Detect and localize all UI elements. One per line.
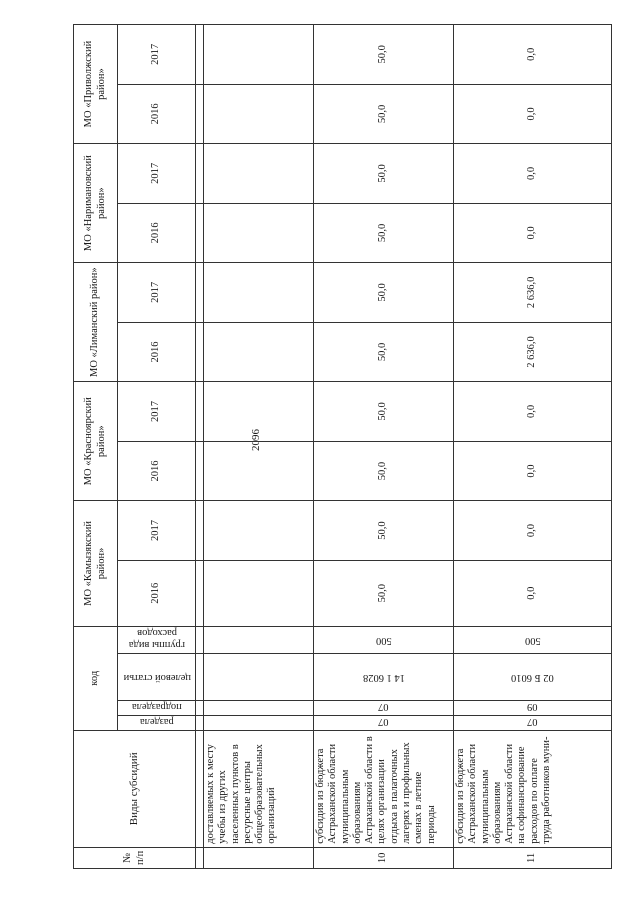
page-number: 2096 <box>250 429 262 451</box>
rotated-table-wrapper <box>73 24 611 869</box>
value-cell <box>204 501 314 561</box>
district-header: МО «Лиманский район» <box>74 263 118 382</box>
value-cell: 0,0 <box>454 501 612 561</box>
code-sub-header: раздела <box>118 715 196 730</box>
value-cell: 50,0 <box>314 25 454 85</box>
year-header: 2017 <box>118 382 196 442</box>
col-no-header: № п/п <box>74 847 196 868</box>
value-cell <box>204 263 314 323</box>
value-cell: 50,0 <box>314 203 454 263</box>
district-header: МО «Приволжский район» <box>74 25 118 144</box>
value-cell <box>204 322 314 382</box>
spacer-row <box>196 25 204 869</box>
col-code-header: код <box>74 626 118 730</box>
value-cell <box>204 84 314 144</box>
row-description: субсидия из бюджета Астраханской области муниципальным образованиям Астраханской области в целях организации отдыха в палаточных лагерях и профильных сменах в летние периоды <box>314 730 454 847</box>
year-header: 2017 <box>118 144 196 204</box>
value-cell: 50,0 <box>314 560 454 626</box>
value-cell: 2 636,0 <box>454 263 612 323</box>
table-row <box>454 25 612 869</box>
value-cell: 0,0 <box>454 84 612 144</box>
value-cell: 50,0 <box>314 263 454 323</box>
code-sub-header: целевой статьи <box>118 654 196 701</box>
year-header: 2016 <box>118 560 196 626</box>
value-cell <box>204 560 314 626</box>
year-header: 2017 <box>118 501 196 561</box>
value-cell <box>204 25 314 85</box>
code-cell <box>204 715 314 730</box>
code-cell <box>204 654 314 701</box>
value-cell: 50,0 <box>314 144 454 204</box>
row-description: субсидия из бюджета Астраханской области муниципальным образованиям Астраханской области на софинансирование расходов по оплате труда работников муни- <box>454 730 612 847</box>
value-cell <box>204 144 314 204</box>
table-row <box>204 25 314 869</box>
value-cell: 0,0 <box>454 560 612 626</box>
year-header: 2016 <box>118 203 196 263</box>
value-cell: 0,0 <box>454 382 612 442</box>
code-sub-header: группы вида расходов <box>118 626 196 654</box>
table-row <box>314 25 454 869</box>
value-cell: 50,0 <box>314 382 454 442</box>
value-cell: 50,0 <box>314 501 454 561</box>
subsidy-table <box>73 24 612 869</box>
code-cell: 02 Б 6010 <box>454 654 612 701</box>
row-description: доставляемых к месту учебы из других населенных пунктов в ресурсные центры общеобразовательных организаций <box>204 730 314 847</box>
value-cell: 0,0 <box>454 441 612 501</box>
year-header: 2017 <box>118 263 196 323</box>
code-cell: 500 <box>454 626 612 654</box>
year-header: 2016 <box>118 441 196 501</box>
code-cell <box>204 626 314 654</box>
row-number <box>204 847 314 868</box>
code-cell: 09 <box>454 701 612 716</box>
value-cell <box>204 382 314 442</box>
district-header: МО «Камызякский район» <box>74 501 118 626</box>
value-cell: 0,0 <box>454 25 612 85</box>
value-cell <box>204 203 314 263</box>
year-header: 2016 <box>118 322 196 382</box>
value-cell: 50,0 <box>314 84 454 144</box>
code-cell: 07 <box>314 701 454 716</box>
value-cell: 50,0 <box>314 322 454 382</box>
row-number: 10 <box>314 847 454 868</box>
value-cell <box>204 441 314 501</box>
code-cell: 07 <box>454 715 612 730</box>
row-number: 11 <box>454 847 612 868</box>
value-cell: 2 636,0 <box>454 322 612 382</box>
code-cell: 500 <box>314 626 454 654</box>
code-cell: 14 1 6028 <box>314 654 454 701</box>
value-cell: 0,0 <box>454 203 612 263</box>
code-sub-header: подраздела <box>118 701 196 716</box>
year-header: 2017 <box>118 25 196 85</box>
district-header: МО «Наримановский район» <box>74 144 118 263</box>
code-cell: 07 <box>314 715 454 730</box>
code-cell <box>204 701 314 716</box>
year-header: 2016 <box>118 84 196 144</box>
header-row-1 <box>74 25 118 869</box>
col-type-header: Виды субсидий <box>74 730 196 847</box>
district-header: МО «Красноярский район» <box>74 382 118 501</box>
value-cell: 50,0 <box>314 441 454 501</box>
value-cell: 0,0 <box>454 144 612 204</box>
